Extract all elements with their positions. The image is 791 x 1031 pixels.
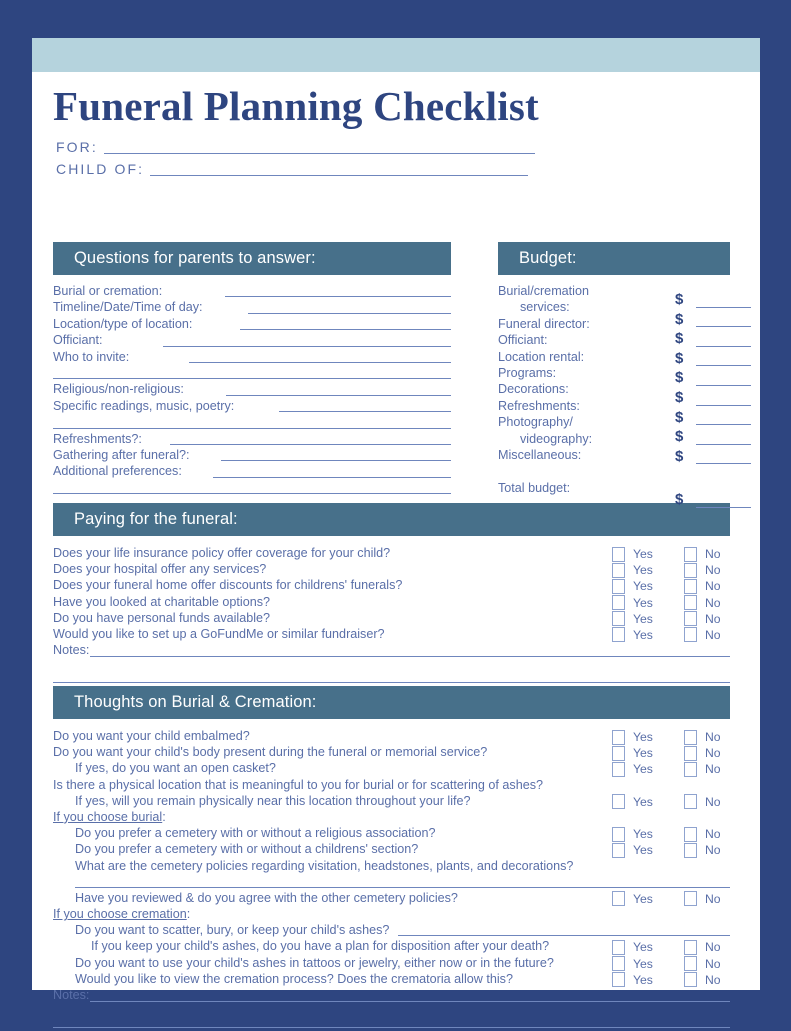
no-label: No bbox=[705, 563, 721, 578]
question-label: Location/type of location: bbox=[53, 316, 193, 331]
checklist-question: Does your hospital offer any services? bbox=[53, 562, 267, 577]
checkbox-no[interactable] bbox=[684, 843, 697, 858]
yes-no-option-row bbox=[612, 578, 762, 594]
budget-item-label: services: bbox=[520, 300, 570, 315]
budget-item-label: Total budget: bbox=[498, 480, 571, 495]
yes-label: Yes bbox=[633, 940, 653, 955]
notes-label: Notes: bbox=[53, 643, 90, 658]
budget-amount-row bbox=[675, 311, 765, 331]
checklist-question: Do you prefer a cemetery with or without a childrens' section? bbox=[75, 842, 419, 857]
question-label: Gathering after funeral?: bbox=[53, 447, 190, 462]
budget-amount-line[interactable] bbox=[696, 307, 751, 308]
no-label: No bbox=[705, 891, 721, 906]
yes-label: Yes bbox=[633, 579, 653, 594]
answer-line[interactable] bbox=[163, 346, 451, 347]
dollar-sign-icon: $ bbox=[675, 491, 684, 509]
checklist-question: Have you reviewed & do you agree with the other cemetery policies? bbox=[75, 890, 458, 905]
yes-label: Yes bbox=[633, 563, 653, 578]
no-label: No bbox=[705, 611, 721, 626]
checklist-question: Do you want to use your child's ashes in tattoos or jewelry, either now or in the future? bbox=[75, 955, 554, 970]
subsection-label: If you choose cremation bbox=[53, 907, 187, 922]
question-label: Burial or cremation: bbox=[53, 284, 163, 298]
checkbox-yes[interactable] bbox=[612, 746, 625, 761]
checkbox-yes[interactable] bbox=[612, 843, 625, 858]
question-row bbox=[53, 350, 451, 366]
checklist-question: Would you like to set up a GoFundMe or similar fundraiser? bbox=[53, 626, 385, 641]
section-header-paying: Paying for the funeral: bbox=[53, 503, 730, 536]
checkbox-yes[interactable] bbox=[612, 595, 625, 610]
answer-line[interactable] bbox=[240, 329, 451, 330]
checkbox-no[interactable] bbox=[684, 730, 697, 745]
no-label: No bbox=[705, 972, 721, 987]
no-label: No bbox=[705, 762, 721, 777]
checkbox-yes[interactable] bbox=[612, 972, 625, 987]
document-sheet bbox=[32, 38, 760, 1002]
option-spacer bbox=[612, 778, 762, 794]
blank-rule-row bbox=[53, 481, 451, 497]
budget-item-label: videography: bbox=[520, 431, 593, 446]
dollar-sign-icon: $ bbox=[675, 388, 684, 406]
budget-amount-line[interactable] bbox=[696, 365, 751, 366]
no-label: No bbox=[705, 827, 721, 842]
no-label: No bbox=[705, 627, 721, 642]
checkbox-no[interactable] bbox=[684, 794, 697, 809]
question-row bbox=[53, 382, 451, 398]
checkbox-no[interactable] bbox=[684, 891, 697, 906]
blank-rule-row bbox=[53, 415, 451, 431]
yes-label: Yes bbox=[633, 595, 653, 610]
dollar-sign-icon: $ bbox=[675, 408, 684, 426]
child-of-input-line[interactable] bbox=[150, 162, 528, 176]
answer-line[interactable] bbox=[53, 428, 451, 429]
checklist-question: Do you want to scatter, bury, or keep your child's ashes? bbox=[53, 923, 730, 939]
checklist-question: If yes, do you want an open casket? bbox=[75, 761, 276, 776]
checklist-question: Do you have personal funds available? bbox=[53, 610, 271, 625]
budget-amount-row bbox=[675, 409, 765, 429]
budget-amount-spacer bbox=[675, 467, 765, 491]
dollar-sign-icon: $ bbox=[675, 447, 684, 465]
answer-line[interactable] bbox=[279, 411, 451, 412]
checklist-question: If yes, will you remain physically near this location throughout your life? bbox=[75, 793, 471, 808]
budget-item-label: Programs: bbox=[498, 365, 557, 380]
section-header-questions: Questions for parents to answer: bbox=[53, 242, 451, 275]
yes-label: Yes bbox=[633, 843, 653, 858]
no-label: No bbox=[705, 595, 721, 610]
budget-amount-line[interactable] bbox=[696, 444, 751, 445]
dollar-sign-icon: $ bbox=[675, 330, 684, 348]
question-row bbox=[53, 464, 451, 480]
budget-amount-line[interactable] bbox=[696, 463, 751, 464]
notes-line[interactable] bbox=[53, 682, 730, 683]
yes-label: Yes bbox=[633, 547, 653, 561]
yes-label: Yes bbox=[633, 827, 653, 842]
no-label: No bbox=[705, 746, 721, 761]
question-row bbox=[53, 399, 451, 415]
checklist-question: If you choose cremation: bbox=[53, 907, 191, 922]
yes-no-option-row bbox=[612, 745, 762, 761]
budget-item-label: Refreshments: bbox=[498, 398, 580, 413]
notes-row bbox=[53, 988, 730, 1005]
notes-row bbox=[53, 643, 730, 660]
no-label: No bbox=[705, 956, 721, 971]
budget-amount-row bbox=[675, 369, 765, 389]
question-label: Timeline/Date/Time of day: bbox=[53, 300, 203, 315]
checklist-question: Is there a physical location that is meaningful to you for burial or for scattering of ashes? bbox=[53, 777, 544, 792]
budget-amount-line[interactable] bbox=[696, 326, 751, 327]
budget-item-label: Decorations: bbox=[498, 382, 569, 397]
question-label: Officiant: bbox=[53, 333, 103, 348]
checklist-question: Does your funeral home offer discounts for childrens' funerals? bbox=[53, 578, 403, 593]
checkbox-no[interactable] bbox=[684, 547, 697, 562]
answer-line[interactable] bbox=[221, 460, 451, 461]
yes-no-option-row bbox=[612, 972, 762, 988]
yes-no-option-row bbox=[612, 826, 762, 842]
section-header-budget: Budget: bbox=[498, 242, 730, 275]
checklist-question: Have you looked at charitable options? bbox=[53, 594, 271, 609]
budget-amount-row bbox=[675, 428, 765, 448]
option-spacer bbox=[612, 907, 762, 923]
yes-label: Yes bbox=[633, 794, 653, 809]
answer-line[interactable] bbox=[248, 313, 451, 314]
checkbox-yes[interactable] bbox=[612, 611, 625, 626]
answer-line[interactable] bbox=[53, 378, 451, 379]
budget-amount-row bbox=[675, 448, 765, 468]
budget-amount-line[interactable] bbox=[696, 385, 751, 386]
budget-amount-row bbox=[675, 330, 765, 350]
question-row bbox=[53, 317, 451, 333]
notes-line[interactable] bbox=[90, 656, 730, 657]
budget-total-row bbox=[675, 491, 765, 511]
checklist-question: If you keep your child's ashes, do you have a plan for disposition after your death? bbox=[91, 939, 550, 954]
no-label: No bbox=[705, 579, 721, 594]
yes-no-option-row bbox=[612, 546, 762, 562]
question-label: Religious/non-religious: bbox=[53, 382, 184, 397]
yes-no-option-row bbox=[612, 939, 762, 955]
yes-no-option-row bbox=[612, 562, 762, 578]
yes-no-option-row bbox=[612, 761, 762, 777]
yes-no-option-row bbox=[612, 611, 762, 627]
checkbox-no[interactable] bbox=[684, 762, 697, 777]
checkbox-no[interactable] bbox=[684, 563, 697, 578]
option-spacer bbox=[612, 810, 762, 826]
blank-rule-row bbox=[53, 366, 451, 382]
yes-no-option-row bbox=[612, 595, 762, 611]
budget-amount-row bbox=[675, 291, 765, 311]
yes-no-option-row bbox=[612, 794, 762, 810]
section-header-burial: Thoughts on Burial & Cremation: bbox=[53, 686, 730, 719]
budget-item-label: Location rental: bbox=[498, 349, 585, 364]
no-label: No bbox=[705, 547, 721, 561]
notes-line[interactable] bbox=[90, 1001, 730, 1002]
yes-no-option-row bbox=[612, 729, 762, 745]
dollar-sign-icon: $ bbox=[675, 349, 684, 367]
yes-label: Yes bbox=[633, 611, 653, 626]
question-row bbox=[53, 300, 451, 316]
checklist-question: Do you want your child embalmed? bbox=[53, 729, 250, 743]
for-label: FOR: bbox=[56, 139, 98, 155]
notes-label: Notes: bbox=[53, 988, 90, 1002]
yes-label: Yes bbox=[633, 891, 653, 906]
for-input-line[interactable] bbox=[104, 140, 535, 154]
subsection-label: If you choose burial bbox=[53, 809, 163, 824]
checkbox-no[interactable] bbox=[684, 595, 697, 610]
question-label: Specific readings, music, poetry: bbox=[53, 398, 235, 413]
yes-label: Yes bbox=[633, 730, 653, 744]
question-row bbox=[53, 448, 451, 464]
dollar-sign-icon: $ bbox=[675, 428, 684, 446]
budget-amount-line[interactable] bbox=[696, 346, 751, 347]
question-label: Additional preferences: bbox=[53, 464, 182, 479]
checkbox-yes[interactable] bbox=[612, 762, 625, 777]
checkbox-no[interactable] bbox=[684, 611, 697, 626]
child-of-label: CHILD OF: bbox=[56, 161, 145, 177]
checklist-question: Would you like to view the cremation process? Does the crematoria allow this? bbox=[75, 971, 513, 986]
checkbox-yes[interactable] bbox=[612, 579, 625, 594]
checkbox-no[interactable] bbox=[684, 940, 697, 955]
question-label: Refreshments?: bbox=[53, 431, 142, 446]
yes-no-option-row bbox=[612, 891, 762, 907]
checklist-question: If you choose burial: bbox=[53, 809, 166, 824]
checkbox-yes[interactable] bbox=[612, 547, 625, 562]
answer-line[interactable] bbox=[213, 477, 451, 478]
checkbox-no[interactable] bbox=[684, 827, 697, 842]
for-field-row bbox=[56, 139, 535, 155]
notes-row-continued bbox=[53, 660, 730, 686]
yes-no-option-row bbox=[612, 842, 762, 858]
budget-item-label: Funeral director: bbox=[498, 316, 590, 331]
checkbox-yes[interactable] bbox=[612, 891, 625, 906]
dollar-sign-icon: $ bbox=[675, 291, 684, 308]
budget-amount-line[interactable] bbox=[696, 424, 751, 425]
page-title: Funeral Planning Checklist bbox=[53, 83, 539, 129]
checkbox-yes[interactable] bbox=[612, 827, 625, 842]
no-label: No bbox=[705, 794, 721, 809]
option-spacer bbox=[612, 875, 762, 891]
checkbox-no[interactable] bbox=[684, 972, 697, 987]
checklist-question: Do you prefer a cemetery with or without a religious association? bbox=[75, 826, 436, 841]
yes-label: Yes bbox=[633, 972, 653, 987]
checklist-question: What are the cemetery policies regarding visitation, headstones, plants, and decorations? bbox=[75, 858, 574, 873]
yes-label: Yes bbox=[633, 627, 653, 642]
yes-label: Yes bbox=[633, 746, 653, 761]
paying-options-column bbox=[612, 546, 762, 643]
dollar-sign-icon: $ bbox=[675, 369, 684, 387]
budget-item-label: Officiant: bbox=[498, 333, 548, 348]
checkbox-no[interactable] bbox=[684, 746, 697, 761]
answer-line[interactable] bbox=[53, 493, 451, 494]
checkbox-no[interactable] bbox=[684, 627, 697, 642]
questions-list bbox=[53, 284, 451, 497]
checkbox-yes[interactable] bbox=[612, 794, 625, 809]
checkbox-yes[interactable] bbox=[612, 627, 625, 642]
budget-amount-line[interactable] bbox=[696, 405, 751, 406]
no-label: No bbox=[705, 940, 721, 955]
budget-item-label: Miscellaneous: bbox=[498, 447, 582, 462]
no-label: No bbox=[705, 843, 721, 858]
answer-line[interactable] bbox=[225, 296, 451, 297]
yes-no-option-row bbox=[612, 956, 762, 972]
question-row bbox=[53, 333, 451, 349]
yes-no-option-row bbox=[612, 627, 762, 643]
checkbox-yes[interactable] bbox=[612, 956, 625, 971]
budget-item-label: Burial/cremation bbox=[498, 284, 589, 298]
checklist-question: Do you want your child's body present during the funeral or memorial service? bbox=[53, 745, 488, 760]
answer-line[interactable] bbox=[170, 444, 451, 445]
top-accent-band bbox=[32, 38, 760, 72]
question-label: Who to invite: bbox=[53, 349, 130, 364]
burial-options-column bbox=[612, 729, 762, 988]
budget-item-label: Photography/ bbox=[498, 415, 573, 430]
checkbox-no[interactable] bbox=[684, 579, 697, 594]
budget-spacer bbox=[498, 464, 648, 480]
budget-amount-row bbox=[675, 350, 765, 370]
checklist-question: Does your life insurance policy offer coverage for your child? bbox=[53, 546, 391, 560]
no-label: No bbox=[705, 730, 721, 744]
child-of-field-row bbox=[56, 161, 528, 177]
answer-line[interactable] bbox=[189, 362, 451, 363]
answer-line[interactable] bbox=[226, 395, 451, 396]
budget-total-line[interactable] bbox=[696, 507, 751, 508]
budget-amount-row bbox=[675, 389, 765, 409]
document-content bbox=[32, 72, 760, 1002]
question-row bbox=[53, 284, 451, 300]
option-spacer bbox=[612, 923, 762, 939]
notes-row-continued bbox=[53, 1005, 730, 1031]
budget-label-column bbox=[498, 284, 648, 497]
checkbox-yes[interactable] bbox=[612, 563, 625, 578]
checkbox-yes[interactable] bbox=[612, 940, 625, 955]
option-spacer bbox=[612, 859, 762, 875]
checkbox-yes[interactable] bbox=[612, 730, 625, 745]
notes-line[interactable] bbox=[53, 1027, 730, 1028]
checkbox-no[interactable] bbox=[684, 956, 697, 971]
yes-label: Yes bbox=[633, 956, 653, 971]
question-row bbox=[53, 432, 451, 448]
yes-label: Yes bbox=[633, 762, 653, 777]
dollar-sign-icon: $ bbox=[675, 310, 684, 328]
budget-amount-column bbox=[675, 291, 765, 511]
